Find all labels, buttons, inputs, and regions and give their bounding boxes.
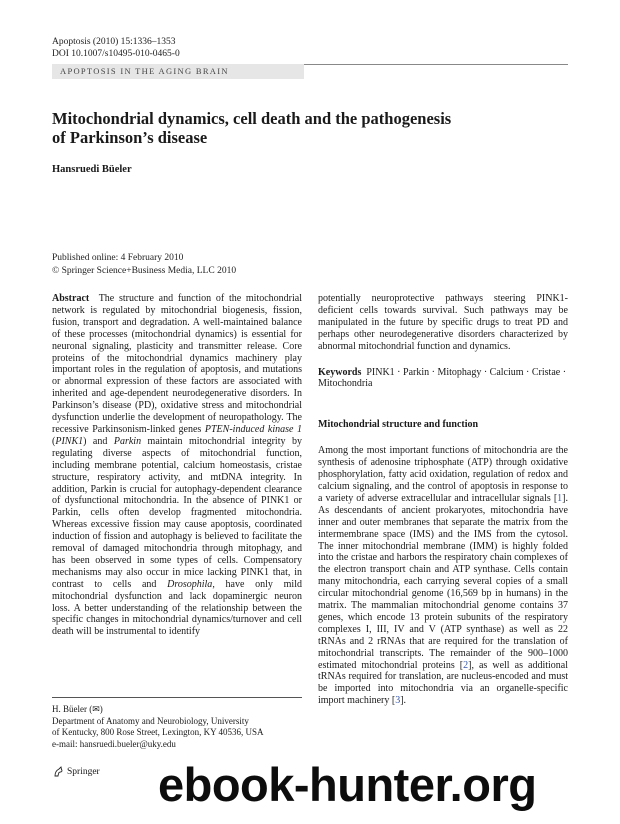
publisher-name: Springer: [67, 767, 100, 777]
publication-info: [52, 252, 236, 277]
springer-logo: [52, 766, 100, 778]
journal-citation: Apoptosis (2010) 15:1336–1353: [52, 37, 176, 47]
author-name: Hansruedi Büeler: [52, 164, 132, 175]
doi: DOI 10.1007/s10495-010-0465-0: [52, 49, 180, 59]
right-column: [318, 293, 568, 707]
citation-link[interactable]: 2: [463, 659, 469, 671]
section-heading: Mitochondrial structure and function: [318, 419, 479, 431]
gene-name: PTEN-induced kinase 1: [204, 423, 303, 435]
body-paragraph: [318, 445, 568, 707]
abstract-text: ) and: [83, 435, 114, 447]
organism-name: Drosophila: [167, 578, 213, 590]
gene-name: Parkin: [113, 435, 142, 447]
title-line: of Parkinson’s disease: [52, 128, 208, 147]
abstract-column: [52, 293, 302, 638]
copyright: © Springer Science+Business Media, LLC 2010: [52, 265, 237, 276]
citation-link[interactable]: 3: [395, 695, 401, 707]
article-title: [52, 109, 572, 147]
body-text: Among the most important functions of mitochondria are the synthesis of adenosine triphosphate (ATP) through oxidative phosphorylation, fatty acid oxidation, regulation of redox and calcium signaling, and the control of apoptosis in response to a variety of adverse extracellular and intracellular signals [: [318, 445, 568, 504]
watermark: ebook-hunter.org: [158, 758, 537, 811]
corresponding-author: H. Büeler (✉): [52, 704, 103, 714]
abstract-label: Abstract: [52, 293, 90, 304]
section-label: APOPTOSIS IN THE AGING BRAIN: [52, 64, 304, 79]
abstract-text: , have only mild mitochondrial dysfunction and lack dopaminergic neuron loss. A better understanding of the relationship between the specific changes in mitochondrial dynamics/turnover and cell death will be instrumental to identify: [52, 578, 302, 638]
body-text: ]. As descendants of ancient prokaryotes, mitochondria have inner and outer membranes that separate the matrix from the intermembrane space (IMS) and the IMS from the cytosol. The inner mitochondrial membrane (IMM) is highly folded into the cristae and harbors the respiratory chain complexes of the electron transport chain and ATP synthase. Cells contain many mitochondria, each carrying several copies of a small circular mitochondrial genome (16,569 bp in humans) in the matrix. The mammalian mitochondrial genome contains 37 genes, which encode 13 protein subunits of the respiratory complexes I, III, IV and V (ATP synthase) as well as 22 tRNAs and 2 rRNAs that are required for the translation of mitochondrial transcripts. The remainder of the 900–1000 estimated mitochondrial proteins [: [318, 492, 568, 671]
citation-link[interactable]: 1: [557, 492, 563, 504]
header-rule: [304, 64, 568, 65]
footnote-rule: [52, 697, 302, 698]
abstract-continued: potentially neuroprotective pathways steering PINK1-deficient cells towards survival. Such pathways may be manipulated in the future by specific drugs to treat PD and perhaps other neurodegenerative disorders characterized by abnormal mitochondrial function and dynamics.: [318, 293, 568, 352]
keywords-list: PINK1 · Parkin · Mitophagy · Calcium · Cristae · Mitochondria: [318, 366, 567, 390]
body-text: ].: [400, 695, 407, 707]
abstract-text: maintain mitochondrial integrity by regulating diverse aspects of mitochondrial function, including membrane potential, calcium homeostasis, cristae structure, respiratory activity, and mtDNA integrity. In addition, Parkin is crucial for autophagy-dependent clearance of dysfunctional mitochondria. In the absence of PINK1 or Parkin, cells often develop fragmented mitochondria. Whereas excessive fission may cause apoptosis, coordinated induction of fission and autophagy is believed to facilitate the removal of damaged mitochondria through mitophagy, and has been observed in some types of cells. Compensatory mechanisms may also occur in mice lacking PINK1 that, in contrast to cells and: [52, 435, 302, 590]
body-text: ], as well as additional tRNAs required for translation, are nucleus-encoded and must be imported into mitochondria via an organelle-specific import machinery [: [318, 659, 568, 707]
keywords: [318, 367, 568, 391]
author-email[interactable]: e-mail: hansruedi.bueler@uky.edu: [52, 738, 176, 749]
abstract-text: (: [52, 435, 56, 447]
abstract-text: The structure and function of the mitochondrial network is regulated by mitochondrial biogenesis, fission, fusion, transport and degradation. A well-maintained balance of these processes (mitochondrial dynamics) is essential for neuronal signaling, plasticity and transmitter release. Core proteins of the mitochondrial dynamics machinery play important roles in the regulation of apoptosis, and mutations or abnormal expression of these factors are associated with inherited and age-dependent neurodegenerative disorders. In Parkinson’s disease (PD), oxidative stress and mitochondrial dysfunction underlie the development of neuropathology. The recessive Parkinsonism-linked genes: [52, 293, 302, 435]
correspondence: [52, 704, 302, 750]
affiliation-line: Department of Anatomy and Neurobiology, University: [52, 715, 249, 726]
published-date: Published online: 4 February 2010: [52, 253, 184, 263]
keywords-label: Keywords: [318, 366, 362, 378]
affiliation-line: of Kentucky, 800 Rose Street, Lexington, KY 40536, USA: [52, 727, 264, 737]
springer-horse-icon: [52, 766, 64, 778]
title-line: Mitochondrial dynamics, cell death and the pathogenesis: [52, 109, 452, 128]
abstract: [52, 293, 302, 638]
gene-name: PINK1: [55, 435, 84, 447]
